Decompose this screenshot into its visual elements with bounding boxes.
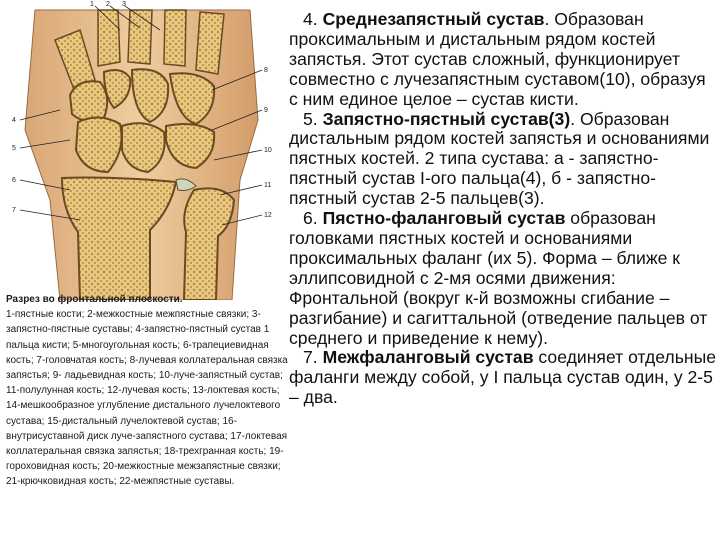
paragraph-6-body: образован головками пястных костей и основаниями проксимальных фаланг (их 5). Форма – ближе к эллипсовидной с 2-мя осями движения: Фронтальной (вокруг к-й возможны сгибание – разгибание) и сагиттальной (отведение пальцев от среднего и приведение к нему). xyxy=(289,208,708,348)
paragraph-7 xyxy=(289,348,717,408)
caption-title: Разрез во фронтальной плоскости. xyxy=(6,294,183,305)
figure-label-4: 4 xyxy=(12,117,16,124)
paragraph-5-body: . Образован дистальным рядом костей запястья и основаниями пястных костей. 2 типа сустава: а - запястно-пястный сустав I-ого пальца(4), б - запястно-пястный сустав 2-5 пальцев(3). xyxy=(289,108,710,209)
paragraph-4-title: Среднезапястный сустав xyxy=(322,9,545,29)
paragraph-5-number: 5. xyxy=(303,108,323,129)
paragraph-6 xyxy=(289,209,717,348)
figure-label-8: 8 xyxy=(264,67,268,74)
wrist-section-illustration xyxy=(0,0,285,300)
figure-label-2: 2 xyxy=(106,1,110,8)
figure-label-9: 9 xyxy=(264,107,268,114)
paragraph-4 xyxy=(289,10,717,110)
paragraph-4-number: 4. xyxy=(303,9,323,29)
paragraph-6-number: 6. xyxy=(303,208,323,229)
paragraph-4-body: . Образован проксимальным и дистальным рядом костей запястья. Этот сустав сложный, функционирует совместно с лучезапястным суставом(10), образуя с ним единое целое – сустав кисти. xyxy=(289,9,706,109)
figure-label-11: 11 xyxy=(264,182,272,189)
figure-label-12: 12 xyxy=(264,212,272,219)
figure-label-3: 3 xyxy=(122,1,126,8)
paragraph-5-title: Запястно-пястный сустав(3) xyxy=(322,108,571,129)
paragraph-7-title: Межфаланговый сустав xyxy=(322,347,534,368)
paragraph-7-number: 7. xyxy=(303,347,323,368)
paragraph-6-title: Пястно-фаланговый сустав xyxy=(322,208,566,229)
main-text xyxy=(289,10,717,408)
caption-body: 1-пястные кости; 2-межкостные межпястные связки; 3-запястно-пястные суставы; 4-запястно-пястный сустав 1 пальца кисти; 5-многоугольная кость; 6-трапециевидная кость; 7-головчатая кость; 8-лучевая коллатеральная связка запястья; 9- ладьевидная кость; 10-луче-запястный сустав; 11-полулунная кость; 12-лучевая кость; 13-локтевая кость; 14-мешкообразное углубление дистального лучелоктевого сустава; 15-дистальный лучелоктевой сустав; 16-внутрисуставной диск луче-запястного сустава; 17-локтевая коллатеральная связка запястья; 18-трехгранная кость; 19-гороховидная кость; 20-межкостные межзапястные связки; 21-крючковидная кость; 22-межпястные суставы. xyxy=(6,309,288,488)
figure-caption xyxy=(6,292,288,490)
paragraph-5 xyxy=(289,110,717,210)
forearm-bones xyxy=(62,178,234,301)
figure-label-5: 5 xyxy=(12,145,16,152)
figure-label-10: 10 xyxy=(264,147,272,154)
figure-label-6: 6 xyxy=(12,177,16,184)
paragraph-7-body: соединяет отдельные фаланги между собой, у I пальца сустав один, у 2-5 – два. xyxy=(289,347,717,408)
figure-label-1: 1 xyxy=(90,1,94,8)
figure-label-7: 7 xyxy=(12,207,16,214)
